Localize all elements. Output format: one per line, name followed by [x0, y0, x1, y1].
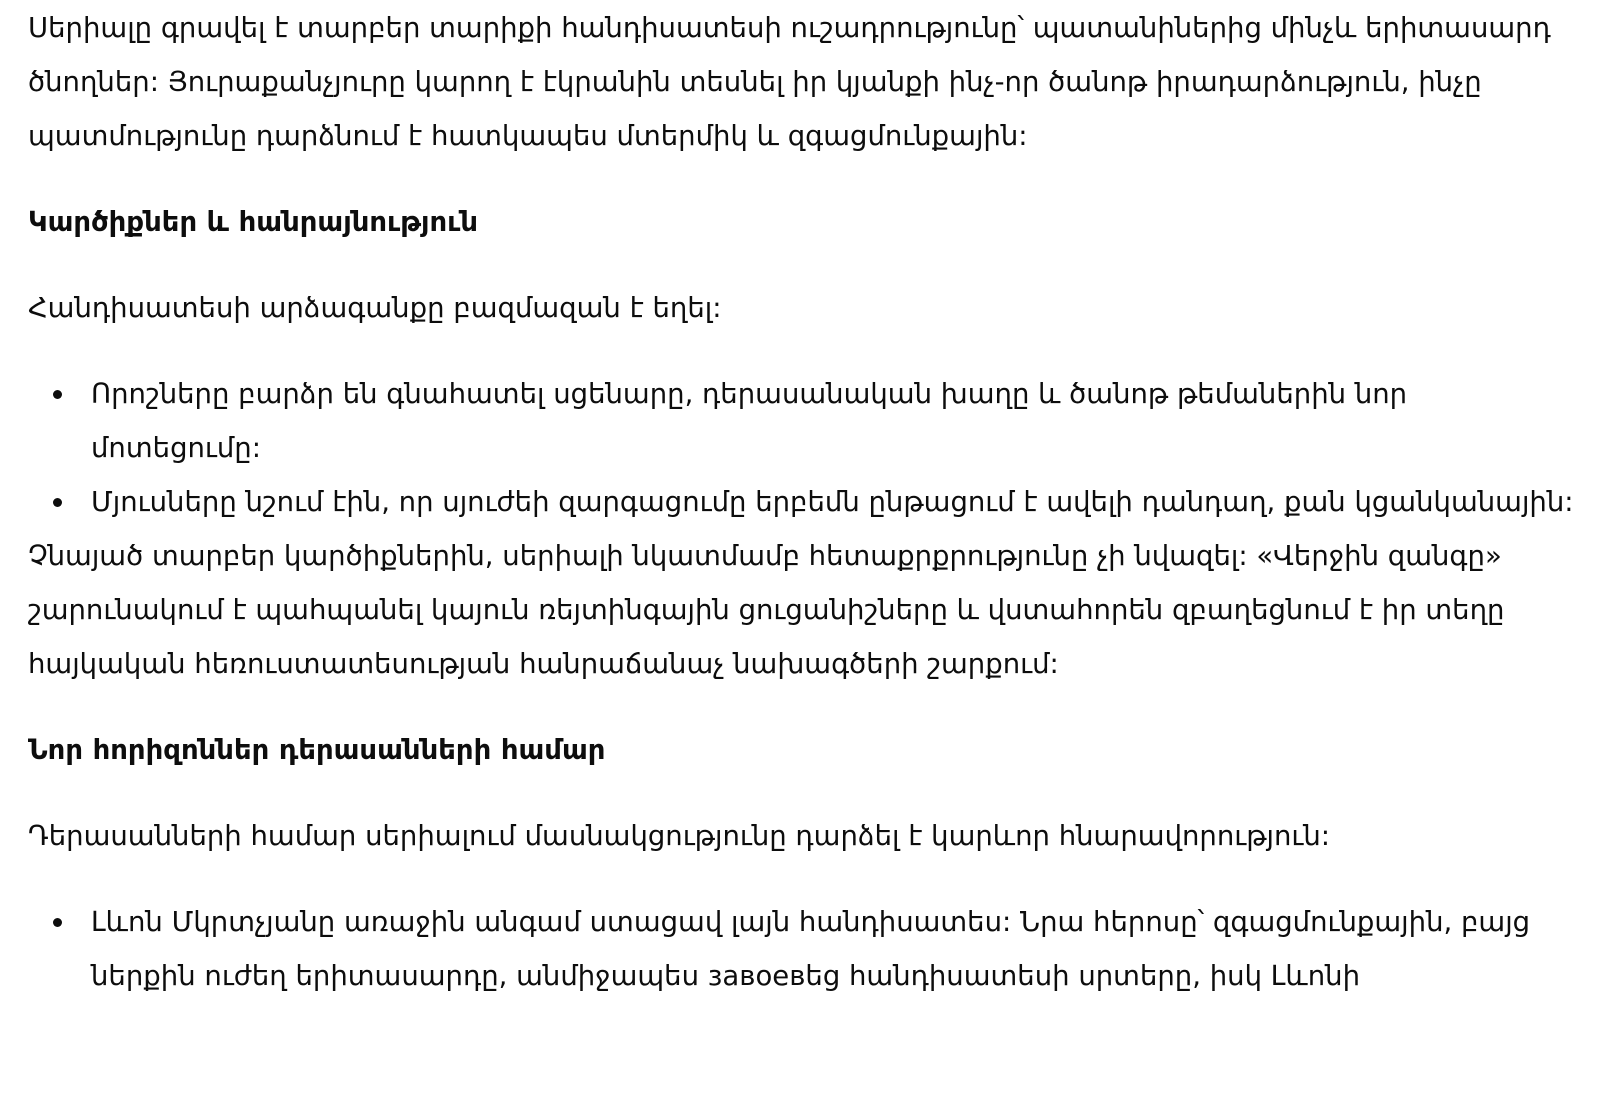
- bullet-dot-icon: [53, 918, 62, 927]
- section-lead-new-horizons: Դերասանների համար սերիալում մասնակցությունը դարձել է կարևոր հնարավորություն:: [28, 820, 1331, 852]
- spacer: [28, 777, 1582, 809]
- spacer: [28, 691, 1582, 723]
- intro-paragraph: Սերիալը գրավել է տարբեր տարիքի հանդիսատեսի ուշադրությունը՝ պատանիներից մինչև երիտասարդ ծնողներ: Յուրաքանչյուրը կարող է էկրանին տեսնել իր կյանքի ինչ-որ ծանոթ իրադարձություն, ինչը պատմությունը դարձնում է հատկապես մտերմիկ և զգացմունքային:: [28, 12, 1551, 152]
- list-item: [28, 475, 1582, 529]
- bullet-list-new-horizons: [28, 895, 1582, 1003]
- list-item-text: Մյուսները նշում էին, որ սյուժեի զարգացումը երբեմն ընթացում է ավելի դանդաղ, քան կցանկանային:: [91, 486, 1574, 518]
- bullet-dot-icon: [53, 498, 62, 507]
- spacer: [28, 163, 1582, 195]
- spacer: [28, 249, 1582, 281]
- list-item-text: Որոշները բարձր են գնահատել սցենարը, դերասանական խաղը և ծանոթ թեմաներին նոր մոտեցումը:: [91, 378, 1408, 464]
- bullet-dot-icon: [53, 390, 62, 399]
- spacer: [28, 863, 1582, 895]
- list-item: [28, 895, 1582, 1003]
- spacer: [28, 335, 1582, 367]
- section-lead-opinions: Հանդիսատեսի արձագանքը բազմազան է եղել:: [28, 292, 722, 324]
- section-heading-opinions: Կարծիքներ և հանրայնություն: [28, 206, 479, 238]
- section-closing-opinions: Չնայած տարբեր կարծիքներին, սերիալի նկատմամբ հետաքրքրությունը չի նվազել: «Վերջին զանգը» շարունակում է պահպանել կայուն ռեյտինգային ցուցանիշները և վստահորեն զբաղեցնում է իր տեղը հայկական հեռուստատեսության հանրաճանաչ նախագծերի շարքում:: [28, 540, 1505, 680]
- bullet-list-opinions: [28, 367, 1582, 529]
- section-heading-new-horizons: Նոր հորիզոններ դերասանների համար: [28, 734, 606, 766]
- list-item-text: Լևոն Մկրտչյանը առաջին անգամ ստացավ լայն հանդիսատես: Նրա հերոսը՝ զգացմունքային, բայց ներքին ուժեղ երիտասարդը, անմիջապես завоевեց հանդիսատեսի սրտերը, իսկ Լևոնի: [91, 906, 1531, 992]
- list-item: [28, 367, 1582, 475]
